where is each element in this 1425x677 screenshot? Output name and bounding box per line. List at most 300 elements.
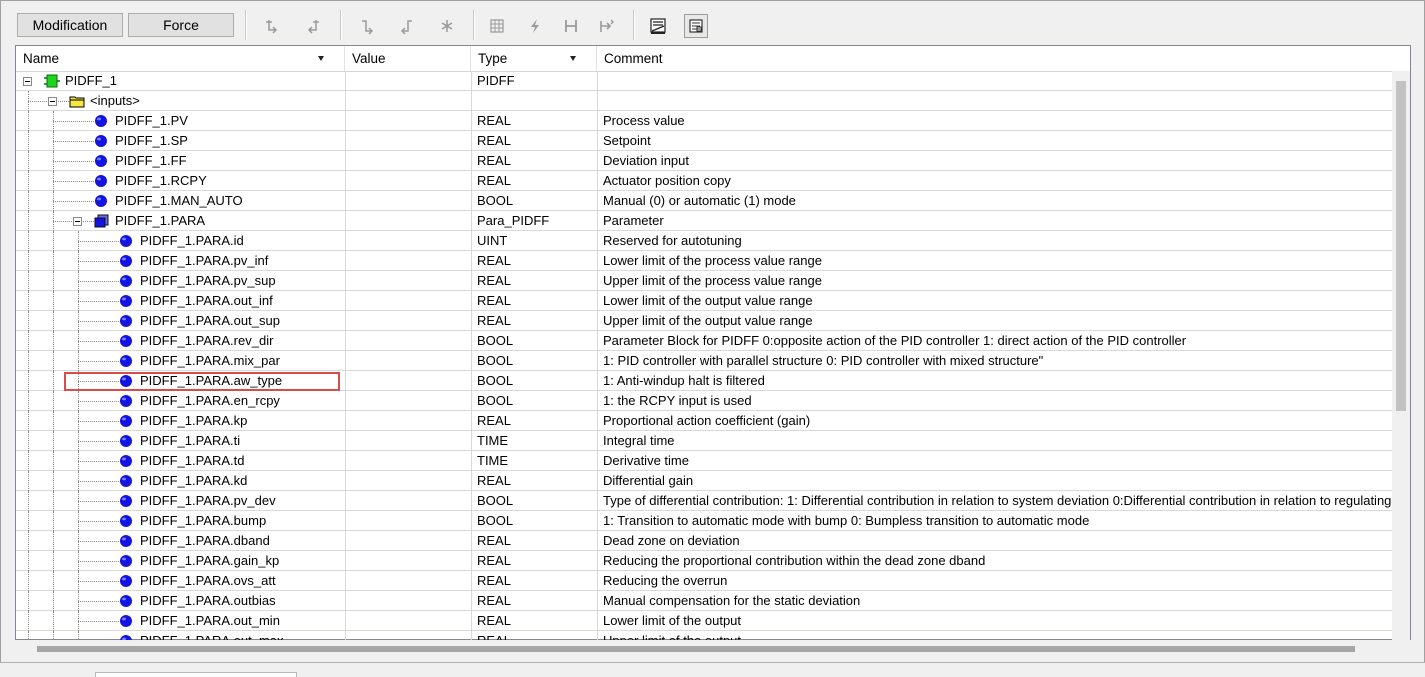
- variable-icon: [94, 114, 108, 128]
- tree-line: [78, 261, 119, 262]
- variable-icon: [119, 474, 133, 488]
- row-comment: 1: PID controller with parallel structure 0: PID controller with mixed structure": [603, 353, 1044, 368]
- tree-line: [78, 621, 119, 622]
- table-row[interactable]: [16, 311, 1393, 331]
- row-comment: 1: the RCPY input is used: [603, 393, 752, 408]
- table-row[interactable]: [16, 551, 1393, 571]
- column-divider: [471, 251, 472, 271]
- table-row[interactable]: [16, 271, 1393, 291]
- row-type: REAL: [477, 273, 511, 288]
- tree-line: [28, 411, 29, 431]
- tree-line: [28, 151, 29, 171]
- row-type: REAL: [477, 253, 511, 268]
- row-type: TIME: [477, 453, 509, 468]
- column-divider: [597, 491, 598, 511]
- row-name: PIDFF_1.PARA.ti: [140, 433, 241, 448]
- table-row[interactable]: [16, 251, 1393, 271]
- table-row[interactable]: [16, 451, 1393, 471]
- toggle-icon[interactable]: [435, 14, 459, 38]
- table-row[interactable]: [16, 331, 1393, 351]
- table-body: [16, 71, 1393, 641]
- row-name: PIDFF_1.PARA.pv_inf: [140, 253, 269, 268]
- tree-line: [53, 571, 54, 591]
- row-value[interactable]: [346, 551, 471, 570]
- tree-line: [78, 341, 119, 342]
- column-divider: [597, 431, 598, 451]
- column-divider: [597, 331, 598, 351]
- tree-line: [53, 231, 54, 251]
- column-divider: [597, 171, 598, 191]
- variable-icon: [119, 274, 133, 288]
- row-value[interactable]: [346, 251, 471, 270]
- tree-line: [53, 471, 54, 491]
- row-name: PIDFF_1.PV: [115, 113, 188, 128]
- row-comment: Lower limit of the process value range: [603, 253, 822, 268]
- row-name: PIDFF_1.PARA.bump: [140, 513, 267, 528]
- collapse-toggle[interactable]: [23, 77, 32, 86]
- column-divider: [471, 211, 472, 231]
- column-divider: [471, 351, 472, 371]
- row-value[interactable]: [346, 331, 471, 350]
- variable-icon: [94, 134, 108, 148]
- variable-table: [15, 45, 1411, 640]
- column-divider: [471, 471, 472, 491]
- column-divider: [471, 131, 472, 151]
- column-divider: [471, 111, 472, 131]
- table-row[interactable]: [16, 71, 1393, 91]
- bottom-tab[interactable]: [95, 672, 297, 677]
- column-divider: [471, 151, 472, 171]
- row-type: BOOL: [477, 493, 514, 508]
- tree-line: [28, 511, 29, 531]
- row-comment: Process value: [603, 113, 685, 128]
- column-divider: [597, 111, 598, 131]
- dropdown-arrow-icon[interactable]: [318, 56, 324, 61]
- tree-line: [53, 551, 54, 571]
- row-type: REAL: [477, 573, 511, 588]
- column-divider: [597, 311, 598, 331]
- vertical-scrollbar-thumb[interactable]: [1396, 81, 1406, 411]
- tree-line: [28, 351, 29, 371]
- variable-icon: [119, 514, 133, 528]
- table-row[interactable]: [16, 431, 1393, 451]
- collapse-toggle[interactable]: [73, 217, 82, 226]
- row-type: Para_PIDFF: [477, 213, 550, 228]
- rising-edge-icon[interactable]: [355, 14, 379, 38]
- tree-line: [53, 201, 94, 202]
- tree-line: [28, 191, 29, 211]
- tree-line: [28, 171, 29, 191]
- row-comment: Lower limit of the output value range: [603, 293, 813, 308]
- tree-line: [28, 391, 29, 411]
- tree-line: [28, 131, 29, 151]
- horizontal-scrollbar[interactable]: [15, 640, 1411, 658]
- column-divider: [597, 511, 598, 531]
- variable-icon: [119, 314, 133, 328]
- row-value[interactable]: [346, 271, 471, 290]
- row-comment: Upper limit of the output value range: [603, 313, 813, 328]
- row-name: PIDFF_1: [65, 73, 118, 88]
- table-row[interactable]: [16, 211, 1393, 231]
- row-type: REAL: [477, 613, 511, 628]
- table-row[interactable]: [16, 611, 1393, 631]
- tree-line: [28, 211, 29, 231]
- column-divider: [597, 191, 598, 211]
- highlight-box: [64, 372, 340, 391]
- row-value[interactable]: [346, 611, 471, 630]
- folder-icon: [69, 94, 83, 108]
- toolbar-separator: [633, 10, 635, 40]
- modification-button[interactable]: Modification: [17, 13, 123, 37]
- tree-line: [78, 361, 119, 362]
- row-type: BOOL: [477, 373, 514, 388]
- tree-line: [28, 271, 29, 291]
- tree-line: [78, 521, 119, 522]
- row-name: PIDFF_1.PARA.pv_sup: [140, 273, 276, 288]
- row-value[interactable]: [346, 171, 471, 190]
- tree-line: [53, 291, 54, 311]
- row-name: PIDFF_1.PARA.en_rcpy: [140, 393, 280, 408]
- display-format-icon[interactable]: [646, 14, 670, 38]
- table-row[interactable]: [16, 591, 1393, 611]
- table-row[interactable]: [16, 491, 1393, 511]
- toolbar-separator: [340, 10, 342, 40]
- row-name: PIDFF_1.FF: [115, 153, 187, 168]
- row-name: PIDFF_1.PARA.kp: [140, 413, 248, 428]
- toolbar: [0, 0, 1425, 44]
- table-row[interactable]: [16, 471, 1393, 491]
- row-name: PIDFF_1.PARA.out_min: [140, 613, 280, 628]
- row-comment: Manual compensation for the static deviation: [603, 593, 861, 608]
- tree-line: [28, 551, 29, 571]
- column-divider: [597, 131, 598, 151]
- row-name: PIDFF_1.MAN_AUTO: [115, 193, 243, 208]
- row-comment: Dead zone on deviation: [603, 533, 740, 548]
- row-value[interactable]: [346, 431, 471, 450]
- row-value[interactable]: [346, 571, 471, 590]
- row-name: PIDFF_1.PARA.ovs_att: [140, 573, 276, 588]
- variable-icon: [119, 454, 133, 468]
- row-comment: Reducing the proportional contribution within the dead zone dband: [603, 553, 986, 568]
- column-header-comment-label: Comment: [604, 51, 663, 66]
- row-value[interactable]: [346, 151, 471, 170]
- grid-view-icon[interactable]: [485, 14, 509, 38]
- row-name: PIDFF_1.PARA: [115, 213, 206, 228]
- row-type: REAL: [477, 133, 511, 148]
- column-divider: [597, 471, 598, 491]
- table-row[interactable]: [16, 291, 1393, 311]
- row-value[interactable]: [346, 111, 471, 130]
- row-type: REAL: [477, 553, 511, 568]
- column-divider: [597, 91, 598, 111]
- row-comment: Derivative time: [603, 453, 689, 468]
- variable-icon: [119, 594, 133, 608]
- row-type: BOOL: [477, 333, 514, 348]
- tree-line: [28, 371, 29, 391]
- tree-line: [78, 541, 119, 542]
- tree-line: [53, 181, 94, 182]
- tree-line: [53, 371, 54, 391]
- row-type: REAL: [477, 293, 511, 308]
- column-divider: [471, 591, 472, 611]
- tree-line: [28, 311, 29, 331]
- column-divider: [597, 71, 598, 91]
- row-value[interactable]: [346, 231, 471, 250]
- row-type: [477, 91, 597, 110]
- table-row[interactable]: [16, 111, 1393, 131]
- row-comment: Lower limit of the output: [603, 613, 742, 628]
- row-value[interactable]: [346, 291, 471, 310]
- table-row[interactable]: [16, 151, 1393, 171]
- tree-line: [53, 331, 54, 351]
- column-divider: [471, 571, 472, 591]
- variable-icon: [119, 294, 133, 308]
- row-type: REAL: [477, 313, 511, 328]
- row-comment: Upper limit of the process value range: [603, 273, 822, 288]
- tree-line: [28, 531, 29, 551]
- row-comment: Parameter: [603, 213, 664, 228]
- table-row[interactable]: [16, 411, 1393, 431]
- column-divider: [471, 271, 472, 291]
- column-divider: [471, 391, 472, 411]
- column-divider: [471, 551, 472, 571]
- tree-line: [53, 451, 54, 471]
- row-type: REAL: [477, 413, 511, 428]
- column-header-type-label: Type: [478, 51, 508, 66]
- row-name: PIDFF_1.PARA.kd: [140, 473, 248, 488]
- table-row[interactable]: [16, 391, 1393, 411]
- row-comment: Integral time: [603, 433, 675, 448]
- variable-icon: [119, 394, 133, 408]
- table-row[interactable]: [16, 191, 1393, 211]
- tree-line: [28, 251, 29, 271]
- tree-line: [78, 421, 119, 422]
- unforce-all-icon[interactable]: [595, 14, 619, 38]
- row-value[interactable]: [346, 491, 471, 510]
- column-divider: [597, 391, 598, 411]
- row-value[interactable]: [346, 511, 471, 530]
- tree-line: [28, 451, 29, 471]
- column-divider: [471, 291, 472, 311]
- reset-value-icon[interactable]: [301, 14, 325, 38]
- variable-icon: [119, 434, 133, 448]
- column-divider: [471, 451, 472, 471]
- row-comment: 1: Anti-windup halt is filtered: [603, 373, 765, 388]
- column-divider: [597, 411, 598, 431]
- column-divider: [597, 551, 598, 571]
- tree-line: [78, 281, 119, 282]
- row-type: REAL: [477, 473, 511, 488]
- variable-icon: [119, 574, 133, 588]
- tree-line: [28, 491, 29, 511]
- variable-icon: [119, 534, 133, 548]
- column-divider: [597, 591, 598, 611]
- table-row[interactable]: [16, 351, 1393, 371]
- row-type: BOOL: [477, 353, 514, 368]
- row-comment: Manual (0) or automatic (1) mode: [603, 193, 796, 208]
- column-header-comment[interactable]: [597, 46, 1393, 71]
- table-row[interactable]: [16, 91, 1393, 111]
- tree-line: [78, 461, 119, 462]
- tree-line: [53, 511, 54, 531]
- column-divider: [597, 451, 598, 471]
- row-name: PIDFF_1.PARA.gain_kp: [140, 553, 280, 568]
- tree-line: [28, 331, 29, 351]
- structure-icon: [94, 214, 108, 228]
- column-divider: [471, 171, 472, 191]
- column-divider: [471, 331, 472, 351]
- row-comment: [603, 71, 1393, 90]
- column-divider: [597, 151, 598, 171]
- function-block-icon: [44, 74, 58, 88]
- row-value[interactable]: [346, 91, 471, 110]
- row-value[interactable]: [346, 411, 471, 430]
- tree-line: [78, 581, 119, 582]
- row-comment: Type of differential contribution: 1: Differential contribution in relation to system deviation 0:Differential contribution in relation to regulating: [603, 493, 1392, 508]
- unforce-icon[interactable]: [559, 14, 583, 38]
- row-value[interactable]: [346, 471, 471, 490]
- row-comment: Reserved for autotuning: [603, 233, 742, 248]
- tree-line: [78, 501, 119, 502]
- row-value[interactable]: [346, 71, 471, 90]
- table-row[interactable]: [16, 131, 1393, 151]
- row-name: PIDFF_1.PARA.id: [140, 233, 244, 248]
- row-name: PIDFF_1.PARA.aw_type: [140, 373, 283, 388]
- row-type: TIME: [477, 433, 509, 448]
- variable-icon: [119, 354, 133, 368]
- tree-line: [28, 471, 29, 491]
- falling-edge-icon[interactable]: [395, 14, 419, 38]
- row-value[interactable]: [346, 451, 471, 470]
- tree-line: [53, 251, 54, 271]
- tree-line: [78, 241, 119, 242]
- variable-icon: [119, 234, 133, 248]
- tree-line: [53, 161, 94, 162]
- animation-icon[interactable]: [684, 14, 708, 38]
- column-divider: [471, 191, 472, 211]
- row-name: PIDFF_1.PARA.rev_dir: [140, 333, 274, 348]
- vertical-scrollbar[interactable]: [1392, 71, 1410, 641]
- column-divider: [597, 251, 598, 271]
- tree-line: [28, 611, 29, 631]
- column-divider: [597, 371, 598, 391]
- column-divider: [471, 231, 472, 251]
- column-divider: [471, 511, 472, 531]
- table-header: [16, 46, 1393, 72]
- row-name: PIDFF_1.PARA.out_sup: [140, 313, 280, 328]
- row-value[interactable]: [346, 311, 471, 330]
- column-header-name-label: Name: [23, 51, 60, 66]
- column-divider: [471, 71, 472, 91]
- row-name: PIDFF_1.PARA.dband: [140, 533, 270, 548]
- table-row[interactable]: [16, 171, 1393, 191]
- tree-line: [28, 111, 29, 131]
- column-divider: [597, 291, 598, 311]
- table-row[interactable]: [16, 571, 1393, 591]
- table-row[interactable]: [16, 231, 1393, 251]
- tree-line: [78, 401, 119, 402]
- variable-icon: [119, 494, 133, 508]
- variable-icon: [119, 554, 133, 568]
- row-type: BOOL: [477, 193, 514, 208]
- row-value[interactable]: [346, 391, 471, 410]
- row-type: PIDFF: [477, 73, 515, 88]
- table-row[interactable]: [16, 511, 1393, 531]
- variable-icon: [119, 254, 133, 268]
- row-type: BOOL: [477, 513, 514, 528]
- row-comment: Setpoint: [603, 133, 651, 148]
- variable-icon: [119, 614, 133, 628]
- dropdown-arrow-icon[interactable]: [570, 56, 576, 61]
- column-divider: [471, 91, 472, 111]
- tree-line: [78, 561, 119, 562]
- tree-line: [78, 301, 119, 302]
- row-type: REAL: [477, 113, 511, 128]
- row-name: <inputs>: [90, 93, 140, 108]
- tree-line: [53, 431, 54, 451]
- column-header-name[interactable]: [16, 46, 345, 71]
- tree-line: [78, 441, 119, 442]
- row-value[interactable]: [346, 591, 471, 610]
- collapse-toggle[interactable]: [48, 97, 57, 106]
- row-value[interactable]: [346, 131, 471, 150]
- tree-line: [53, 351, 54, 371]
- variable-icon: [94, 194, 108, 208]
- row-name: PIDFF_1.PARA.outbias: [140, 593, 276, 608]
- column-header-value[interactable]: [345, 46, 471, 71]
- column-divider: [471, 371, 472, 391]
- column-divider: [471, 431, 472, 451]
- row-name: PIDFF_1.PARA.td: [140, 453, 245, 468]
- horizontal-scrollbar-thumb[interactable]: [37, 646, 1355, 652]
- column-divider: [597, 271, 598, 291]
- tree-line: [53, 491, 54, 511]
- row-type: BOOL: [477, 393, 514, 408]
- row-value[interactable]: [346, 371, 471, 390]
- row-name: PIDFF_1.PARA.mix_par: [140, 353, 280, 368]
- row-value[interactable]: [346, 211, 471, 230]
- force-button[interactable]: Force: [128, 13, 234, 37]
- column-divider: [471, 531, 472, 551]
- row-type: REAL: [477, 173, 511, 188]
- variable-icon: [94, 174, 108, 188]
- row-type: REAL: [477, 153, 511, 168]
- tree-line: [53, 121, 94, 122]
- tree-line: [78, 601, 119, 602]
- row-comment: Proportional action coefficient (gain): [603, 413, 811, 428]
- row-value[interactable]: [346, 351, 471, 370]
- column-header-value-label: Value: [352, 51, 386, 66]
- row-value[interactable]: [346, 191, 471, 210]
- row-name: PIDFF_1.RCPY: [115, 173, 207, 188]
- force-icon[interactable]: [523, 14, 547, 38]
- column-divider: [471, 411, 472, 431]
- tree-line: [53, 391, 54, 411]
- row-name: PIDFF_1.SP: [115, 133, 188, 148]
- column-divider: [471, 311, 472, 331]
- tree-line: [28, 431, 29, 451]
- row-name: PIDFF_1.PARA.pv_dev: [140, 493, 276, 508]
- tree-line: [28, 231, 29, 251]
- row-value[interactable]: [346, 531, 471, 550]
- variable-icon: [119, 414, 133, 428]
- row-type: REAL: [477, 533, 511, 548]
- set-value-icon[interactable]: [260, 14, 284, 38]
- tree-line: [53, 271, 54, 291]
- column-divider: [597, 531, 598, 551]
- column-header-type[interactable]: [471, 46, 597, 71]
- table-row[interactable]: [16, 531, 1393, 551]
